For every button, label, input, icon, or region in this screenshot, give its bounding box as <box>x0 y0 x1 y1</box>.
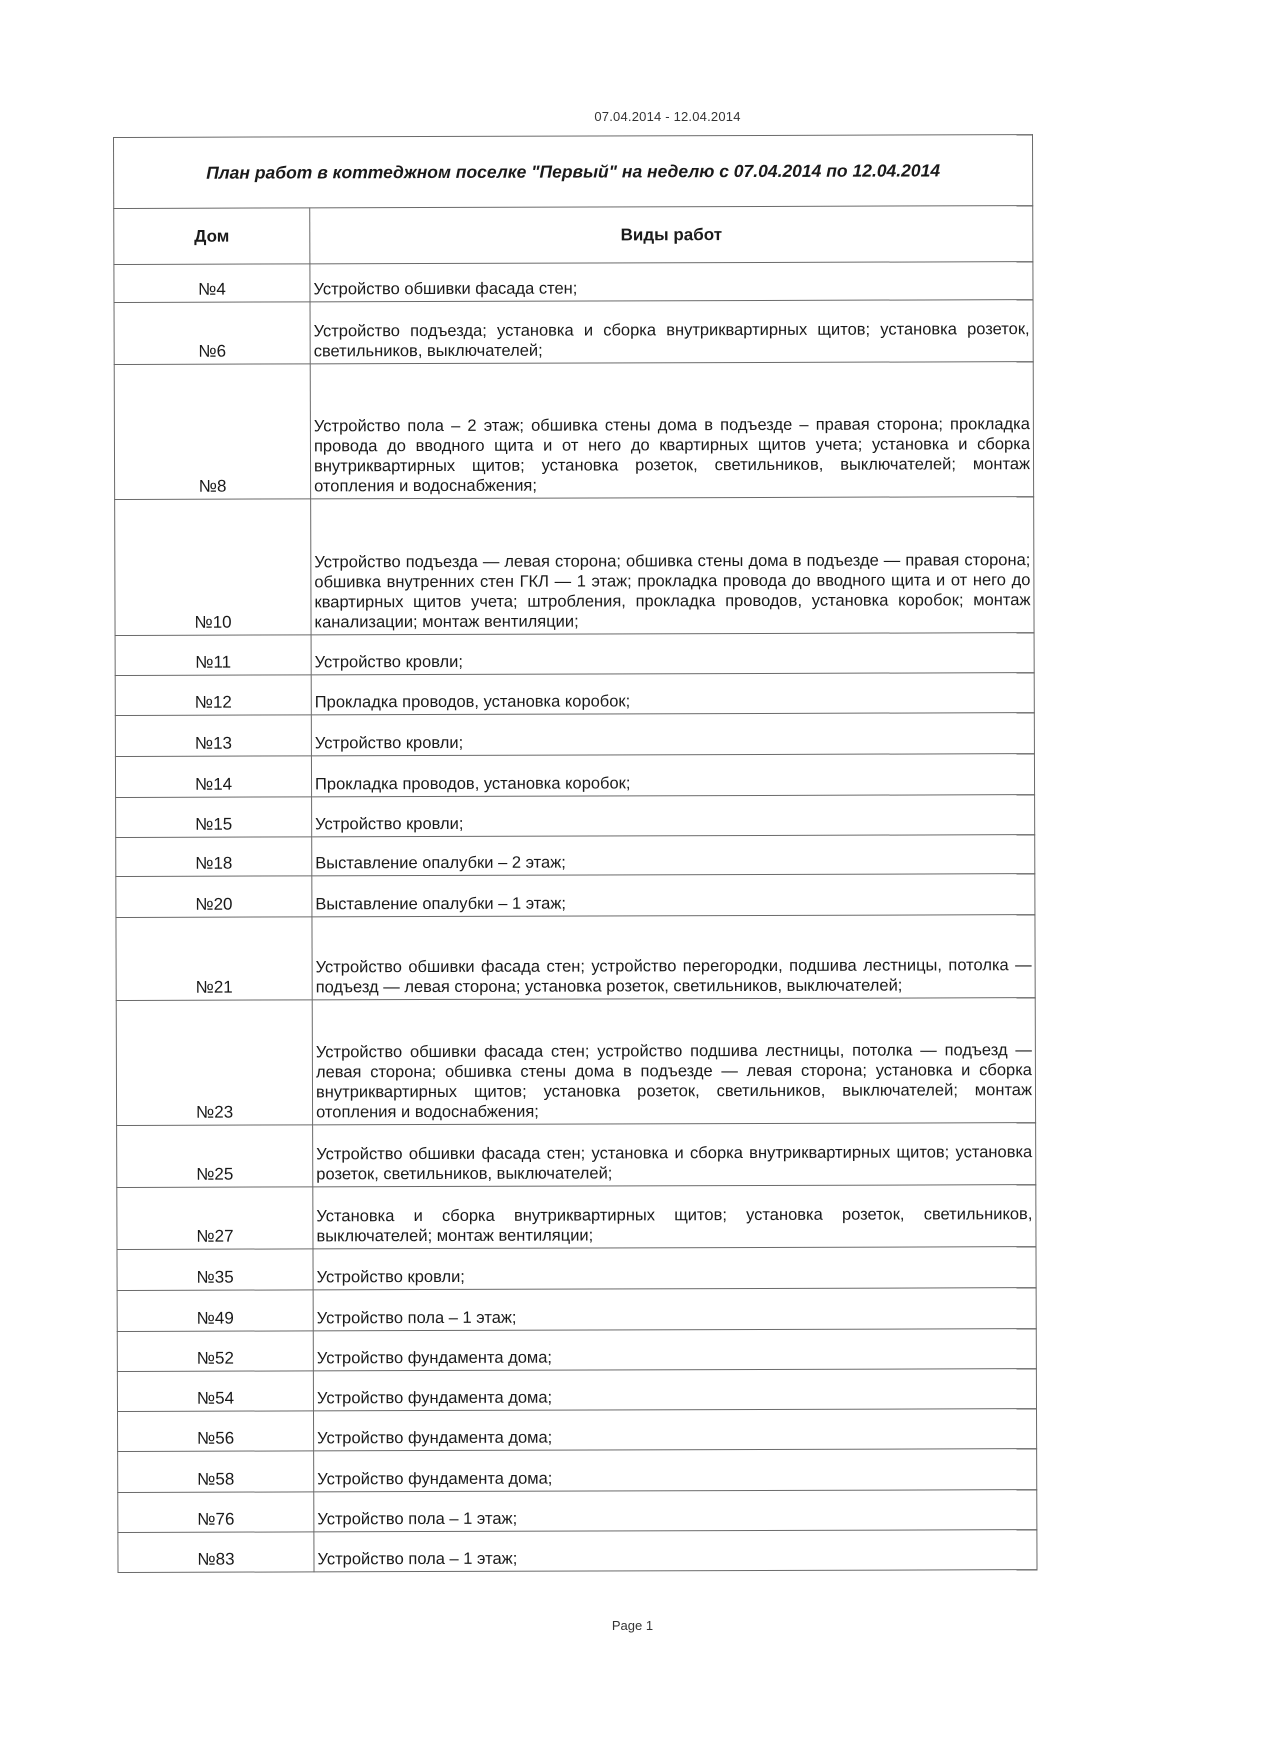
house-number: №76 <box>118 1492 314 1533</box>
work-description: Устройство пола – 1 этаж; <box>313 1288 1036 1331</box>
table-row <box>117 1329 1036 1372</box>
table-row <box>116 835 1035 877</box>
title-row <box>114 135 1033 209</box>
table-row <box>117 1288 1036 1332</box>
work-description: Прокладка проводов, установка коробок; <box>311 754 1034 797</box>
table-row <box>117 1369 1036 1412</box>
house-number: №54 <box>117 1371 313 1412</box>
work-description: Устройство кровли; <box>311 633 1034 675</box>
table-row <box>117 1123 1036 1188</box>
table-row <box>114 262 1033 303</box>
table-row <box>114 300 1033 365</box>
work-description: Устройство фундамента дома; <box>313 1329 1036 1371</box>
table-row <box>115 497 1034 636</box>
work-plan-table <box>113 134 1038 1573</box>
house-number: №35 <box>117 1249 313 1291</box>
house-number: №27 <box>117 1187 313 1250</box>
work-description: Устройство кровли; <box>311 713 1034 756</box>
table-row <box>115 673 1034 716</box>
table-row <box>116 795 1035 838</box>
work-description: Устройство обшивки фасада стен; установка и сборка внутриквартирных щитов; установка розеток, светильников, выключателей; <box>313 1123 1036 1187</box>
work-description: Устройство фундамента дома; <box>314 1409 1037 1451</box>
page-number: Page 1 <box>611 1618 654 1633</box>
house-number: №10 <box>115 499 311 636</box>
table-row <box>116 998 1035 1126</box>
table-title: План работ в коттеджном поселке "Первый" на неделю с 07.04.2014 по 12.04.2014 <box>114 135 1033 209</box>
work-description: Прокладка проводов, установка коробок; <box>311 673 1034 715</box>
house-number: №58 <box>118 1451 314 1493</box>
house-number: №14 <box>115 756 311 798</box>
house-number: №15 <box>116 797 312 838</box>
work-description: Устройство пола – 2 этаж; обшивка стены дома в подъезде – правая сторона; прокладка провода до вводного щита и от него до квартирных щитов учета; установка и сборка внутриквартирных щитов; установка розеток, светильников, выключателей; монтаж отопления и водоснабжения; <box>310 362 1033 499</box>
house-number: №12 <box>115 675 311 716</box>
work-description: Устройство обшивки фасада стен; устройство подшива лестницы, потолка — подъезд — левая сторона; обшивка стены дома в подъезде — левая сторона; установка и сборка внутриквартирных щитов; установка розеток, светильников, выключателей; монтаж отопления и водоснабжения; <box>312 998 1035 1125</box>
work-description: Выставление опалубки – 1 этаж; <box>312 874 1035 917</box>
table-row <box>114 362 1033 500</box>
table-row <box>118 1449 1037 1493</box>
house-number: №11 <box>115 635 311 676</box>
house-number: №21 <box>116 917 312 1001</box>
work-description: Устройство подъезда — левая сторона; обшивка стены дома в подъезде — правая сторона; обшивка внутренних стен ГКЛ — 1 этаж; прокладка провода до вводного щита и от него до квартирных щитов учета; штробления, прокладка проводов, установка коробок; монтаж канализации; монтаж вентиляции; <box>311 497 1034 635</box>
table-row <box>118 1490 1037 1533</box>
table-row <box>115 633 1034 676</box>
table-row <box>116 874 1035 918</box>
work-description: Выставление опалубки – 2 этаж; <box>312 835 1035 876</box>
house-number: №56 <box>118 1411 314 1452</box>
work-description: Устройство фундамента дома; <box>314 1449 1037 1492</box>
house-number: №18 <box>116 837 312 877</box>
house-number: №6 <box>114 302 310 365</box>
work-description: Устройство пола – 1 этаж; <box>314 1530 1037 1572</box>
table-row <box>117 1185 1036 1250</box>
work-description: Устройство кровли; <box>312 795 1035 837</box>
table-row <box>115 754 1034 798</box>
house-number: №52 <box>117 1331 313 1372</box>
header-date-range: 07.04.2014 - 12.04.2014 <box>594 109 741 124</box>
house-number: №8 <box>114 364 310 500</box>
work-description: Устройство фундамента дома; <box>313 1369 1036 1411</box>
work-description: Установка и сборка внутриквартирных щитов; установка розеток, светильников, выключателей; монтаж вентиляции; <box>313 1185 1036 1249</box>
house-number: №49 <box>117 1290 313 1332</box>
house-number: №13 <box>115 715 311 757</box>
house-number: №25 <box>117 1125 313 1188</box>
work-description: Устройство подъезда; установка и сборка внутриквартирных щитов; установка розеток, светильников, выключателей; <box>310 300 1033 364</box>
header-row <box>114 206 1033 265</box>
house-number: №23 <box>116 1000 312 1126</box>
work-description: Устройство кровли; <box>313 1247 1036 1290</box>
table-row <box>118 1409 1037 1452</box>
table-row <box>115 713 1034 757</box>
work-description: Устройство обшивки фасада стен; устройство перегородки, подшива лестницы, потолка — подъезд — левая сторона; установка розеток, светильников, выключателей; <box>312 915 1035 1000</box>
house-number: №83 <box>118 1532 314 1573</box>
work-description: Устройство обшивки фасада стен; <box>310 262 1033 302</box>
column-header-house: Дом <box>114 208 310 265</box>
work-description: Устройство пола – 1 этаж; <box>314 1490 1037 1532</box>
house-number: №4 <box>114 264 310 303</box>
table-row <box>118 1530 1037 1573</box>
table-row <box>116 915 1035 1001</box>
house-number: №20 <box>116 876 312 918</box>
table-row <box>117 1247 1036 1291</box>
column-header-work: Виды работ <box>310 206 1033 264</box>
